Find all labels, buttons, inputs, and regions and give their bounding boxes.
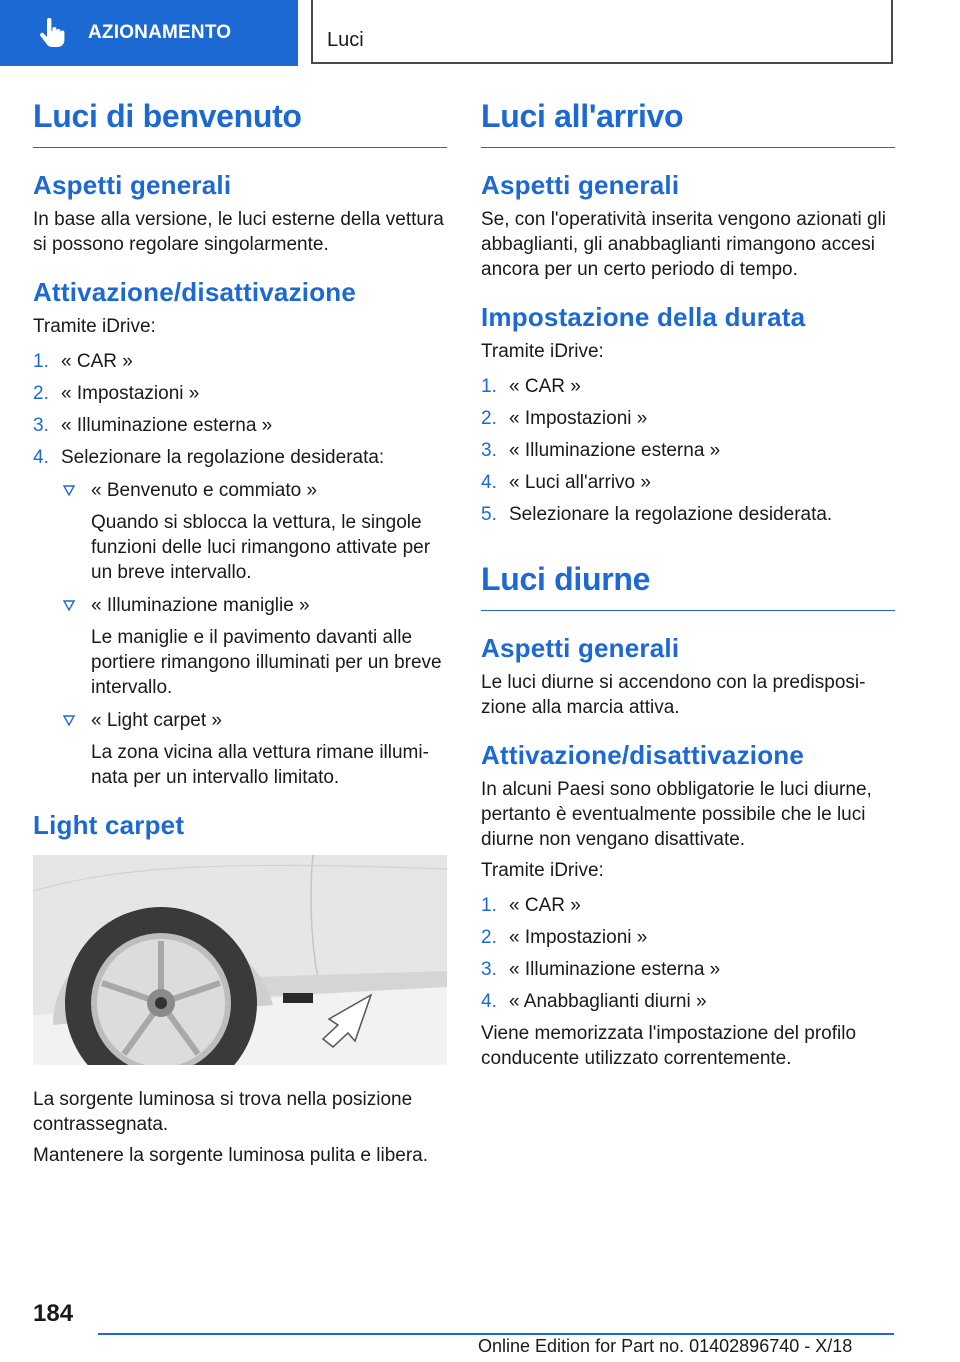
option-desc: Le maniglie e il pavimento davanti alle portiere rimangono illuminati per un breve intervallo.: [91, 627, 442, 698]
general-text: Se, con l'operatività inserita vengono azionati gli abbaglianti, gli anabbaglianti rimangono accesi ancora per un certo periodo di tempo.: [481, 209, 886, 280]
list-item: 4. « Anabbaglianti diurni »: [481, 991, 707, 1012]
drl-general-text: Le luci diurne si accendono con la predisposi‐zione alla marcia attiva.: [481, 672, 866, 718]
drl-via-idrive-text: Tramite iDrive:: [481, 860, 604, 881]
chapter-label: Luci: [327, 29, 364, 51]
option-desc: La zona vicina alla vettura rimane illumi‐nata per un intervallo limitato.: [91, 742, 429, 788]
section-tab: [0, 0, 298, 66]
option-item: [61, 708, 447, 790]
right-column: [481, 98, 895, 1071]
via-idrive-text: Tramite iDrive:: [33, 316, 156, 337]
drl-steps-list: [481, 893, 895, 1014]
list-item: 2. « Impostazioni »: [33, 383, 200, 404]
list-item: 5. Selezionare la regolazione desiderata.: [481, 504, 833, 525]
list-item: 1. « CAR »: [481, 895, 581, 916]
general-heading: Aspetti generali: [481, 170, 680, 200]
list-item: 4. Selezionare la regolazione desiderata: « Benvenuto e commiato » Quando si sblocca la vettura, le singole funzioni delle luci rimangono attivate per un breve intervallo. « Illuminazione maniglie » Le maniglie e il pavimento davanti alle portiere rimangono illuminati per un breve intervallo. « Light carpet » La zona vicina alla vettura rimane illumi‐nata per un intervallo limitato.: [33, 445, 447, 790]
drl-activation-text: In alcuni Paesi sono obbligatorie le luci diurne, pertanto è eventualmente possibile che le luci diurne non vengano disattivate.: [481, 779, 872, 850]
drl-activation-heading: Attivazione/disattivazione: [481, 740, 805, 770]
option-label: « Benvenuto e commiato »: [91, 480, 318, 501]
via-idrive-text: Tramite iDrive:: [481, 341, 604, 362]
option-label: « Light carpet »: [91, 710, 222, 731]
option-item: [61, 593, 447, 700]
general-text: In base alla versione, le luci esterne della vettura si possono regolare singolarmente.: [33, 209, 444, 255]
list-item: 3. « Illuminazione esterna »: [481, 440, 721, 461]
triangle-bullet-icon: [63, 715, 75, 726]
light-carpet-heading: Light carpet: [33, 810, 185, 840]
daytime-lights-title: Luci diurne: [481, 561, 895, 611]
option-label: « Illuminazione maniglie »: [91, 595, 310, 616]
left-column: [33, 98, 447, 1168]
option-item: [61, 478, 447, 585]
caption-clean: Mantenere la sorgente luminosa pulita e libera.: [33, 1145, 429, 1166]
page-number: 184: [33, 1300, 74, 1327]
triangle-bullet-icon: [63, 485, 75, 496]
list-item: 3. « Illuminazione esterna »: [33, 415, 273, 436]
arrival-steps-list: [481, 374, 895, 527]
chapter-box: [311, 0, 893, 64]
light-carpet-figure: [33, 855, 447, 1065]
list-item: 1. « CAR »: [33, 351, 133, 372]
options-list: [61, 478, 447, 790]
welcome-steps-list: [33, 349, 447, 790]
car-wheel-illustration: [33, 855, 447, 1065]
drl-profile-note: Viene memorizzata l'impostazione del profilo conducente utilizzato correntemente.: [481, 1023, 857, 1069]
general-heading: Aspetti generali: [33, 170, 232, 200]
option-desc: Quando si sblocca la vettura, le singole funzioni delle luci rimangono attivate per un breve intervallo.: [91, 512, 431, 583]
list-item: 3. « Illuminazione esterna »: [481, 959, 721, 980]
activation-heading: Attivazione/disattivazione: [33, 277, 357, 307]
welcome-lights-title: Luci di benvenuto: [33, 98, 447, 148]
hand-pointer-icon: [38, 18, 66, 48]
triangle-bullet-icon: [63, 600, 75, 611]
arrival-lights-title: Luci all'arrivo: [481, 98, 895, 148]
list-item: 4. « Luci all'arrivo »: [481, 472, 651, 493]
list-item: 2. « Impostazioni »: [481, 927, 648, 948]
duration-heading: Impostazione della durata: [481, 302, 806, 332]
list-item: 1. « CAR »: [481, 376, 581, 397]
footer-divider: [98, 1333, 894, 1335]
page-header: [0, 0, 960, 66]
list-item: 2. « Impostazioni »: [481, 408, 648, 429]
edition-text: Online Edition for Part no. 01402896740 - X/18: [478, 1336, 853, 1356]
drl-general-heading: Aspetti generali: [481, 633, 680, 663]
section-label: AZIONAMENTO: [88, 22, 232, 43]
caption-position: La sorgente luminosa si trova nella posizione contrassegnata.: [33, 1089, 413, 1135]
